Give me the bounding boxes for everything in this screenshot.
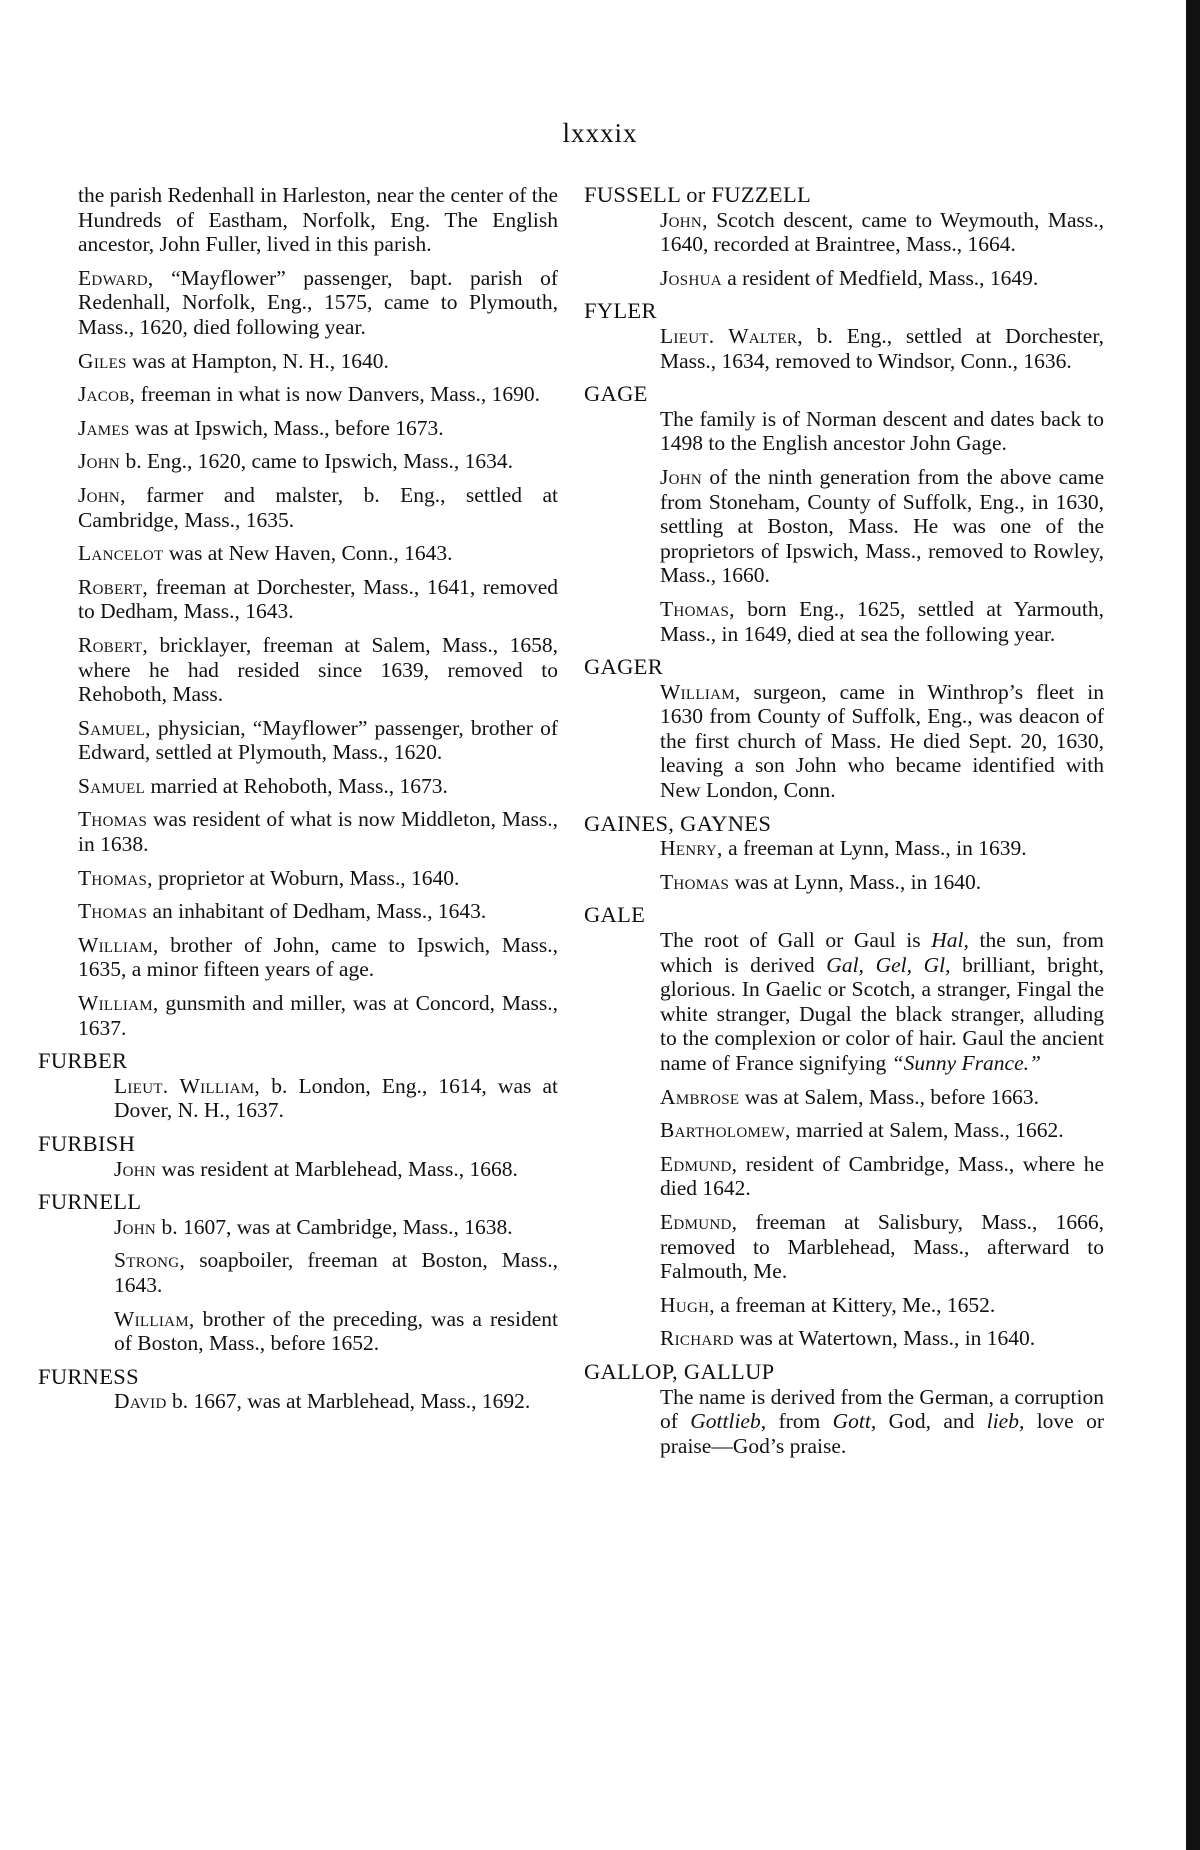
family-furber [38,1049,558,1123]
left-column [38,183,558,1423]
entry-text: freeman at Dorchester, Mass., 1641, removed to Dedham, Mass., 1643. [78,574,558,624]
surname-heading: FURBER [38,1048,128,1074]
entry-name: Thomas, [78,865,153,890]
entry-name: Edmund, [660,1209,738,1234]
entry-name: Thomas, [660,596,735,621]
entry-text: bricklayer, freeman at Salem, Mass., 1658, where he had resided since 1639, removed to Rehoboth, Mass. [78,632,558,707]
family-gaines [584,812,1104,895]
entry [584,597,1104,646]
family-gage [584,382,1104,646]
entry [38,1074,558,1123]
entry-text: freeman at Salisbury, Mass., 1666, removed to Marblehead, Mass., afterward to Falmouth, Me. [660,1209,1104,1284]
right-column [584,183,1104,1467]
entry-text: was at Watertown, Mass., in 1640. [733,1326,1036,1351]
entry-name: Hugh, [660,1292,715,1317]
surname-heading: FURNESS [38,1363,139,1389]
family-fyler [584,299,1104,373]
entry [584,324,1104,373]
entry-name: James [78,415,130,440]
surname-heading: FYLER [584,298,657,324]
entry [38,382,558,407]
entry-name: Henry, [660,836,723,861]
entry-name: John [114,1214,157,1239]
entry [38,866,558,891]
entry-text: of the ninth generation from the above came from Stoneham, County of Suffolk, Eng., in 1630, settling at Boston, Mass. He was one of the proprietors of Ipswich, Mass., removed to Rowley, Mass., 1660. [660,464,1104,588]
entry-name: William, [660,679,741,704]
entry-name: William, [78,932,159,957]
entry [584,266,1104,291]
entry-text: b. 1667, was at Marblehead, Mass., 1692. [166,1389,531,1414]
entry-text: was at Ipswich, Mass., before 1673. [129,415,444,440]
entry-name: Edmund, [660,1151,738,1176]
entry [38,349,558,374]
surname-heading: GALE [584,902,646,928]
entry-name: John, [660,207,708,232]
entry [38,899,558,924]
entry-name: Joshua [660,265,722,290]
entry [584,680,1104,803]
surname-heading: GALLOP, GALLUP [584,1358,775,1384]
entry-text: was resident of what is now Middleton, Mass., in 1638. [78,807,558,857]
entry-text: a freeman at Kittery, Me., 1652. [714,1292,996,1317]
entry-name: John [660,464,703,489]
entry-text: gunsmith and miller, was at Concord, Mass., 1637. [78,991,558,1040]
entry-name: Strong, [114,1248,186,1273]
entry-name: Bartholomew, [660,1118,791,1143]
surname-heading: FUSSELL or FUZZELL [584,182,812,207]
entry-text: soapboiler, freeman at Boston, Mass., 1643. [114,1248,558,1297]
entry-text: freeman in what is now Danvers, Mass., 1690. [135,382,541,407]
entry-name: Jacob, [78,382,136,407]
entry-name: John [114,1156,157,1181]
surname-heading: FURBISH [38,1131,136,1156]
entry-text: married at Rehoboth, Mass., 1673. [145,773,448,798]
family-gallop [584,1360,1104,1458]
entry-name: Lancelot [78,541,164,566]
entry [38,807,558,856]
entry [38,1389,558,1414]
entry-text: was resident at Marblehead, Mass., 1668. [156,1156,518,1181]
entry [584,1152,1104,1201]
entry-text: b. London, Eng., 1614, was at Dover, N. H., 1637. [114,1073,559,1123]
entry-text: a freeman at Lynn, Mass., in 1639. [722,836,1027,861]
entry-name: William, [114,1306,195,1331]
entry-text: physician, “Mayflower” passenger, brother of Edward, settled at Plymouth, Mass., 1620. [78,715,558,765]
entry [38,1157,558,1182]
entry-text: “Mayflower” passenger, bapt. parish of Redenhall, Norfolk, Eng., 1575, came to Plymouth, Mass., 1620, died following year. [78,265,558,339]
entry-name: John [78,449,121,474]
entry-name: Ambrose [660,1084,740,1109]
entry [584,1326,1104,1351]
family-furnell [38,1190,558,1356]
surname-heading: FURNELL [38,1189,142,1215]
entry-text: was at Lynn, Mass., in 1640. [729,869,982,894]
entry-name: Thomas [660,869,730,894]
entry-text: was at New Haven, Conn., 1643. [163,541,453,566]
entry-name: Giles [78,348,127,373]
entry [38,575,558,624]
entry-text: Scotch descent, came to Weymouth, Mass., 1640, recorded at Braintree, Mass., 1664. [660,207,1104,257]
entry-text: resident of Cambridge, Mass., where he died 1642. [660,1151,1104,1201]
surname-heading: GAGE [584,381,648,407]
entry [38,541,558,566]
entry [38,633,558,707]
entry [38,991,558,1040]
entry-text: proprietor at Woburn, Mass., 1640. [152,865,460,890]
entry-name: John, [78,482,126,507]
entry [38,416,558,441]
entry [584,1085,1104,1110]
entry-text: a resident of Medfield, Mass., 1649. [721,265,1039,290]
entry [584,870,1104,895]
entry [584,1118,1104,1143]
entry-text: brother of the preceding, was a resident of Boston, Mass., before 1652. [114,1306,558,1356]
entry-text: an inhabitant of Dedham, Mass., 1643. [147,899,487,924]
entry-name: Thomas [78,899,148,924]
entry [584,465,1104,588]
family-gale [584,903,1104,1351]
entry-text: b. Eng., 1620, came to Ipswich, Mass., 1634. [120,449,513,474]
entry-name: Lieut. Walter, [660,323,803,348]
surname-heading: GAINES, GAYNES [584,810,772,836]
family-fussell [584,183,1104,290]
page-number: lxxxix [562,118,638,148]
family-furness [38,1365,558,1414]
entry [584,208,1104,257]
family-intro: the parish Redenhall in Harleston, near the center of the Hundreds of Eastham, Norfolk, Eng. The English ancestor, John Fuller, lived in this parish. [78,183,558,257]
entry [38,1215,558,1240]
entry-text: was at Hampton, N. H., 1640. [126,348,389,373]
entry [584,1293,1104,1318]
entry-name: Samuel, [78,715,151,740]
surname-heading: GAGER [584,654,663,680]
fuller-continuation [38,183,558,1040]
family-gager [584,655,1104,803]
entry [584,1210,1104,1284]
entry-text: brother of John, came to Ipswich, Mass., 1635, a minor fifteen years of age. [78,932,558,982]
entry-name: Robert, [78,574,149,599]
entry-text: surgeon, came in Winthrop’s fleet in 1630 from County of Suffolk, Eng., was deacon of the first church of Mass. He died Sept. 20, 1630, leaving a son John who became identified with New London, Conn. [660,679,1104,803]
entry-name: Samuel [78,773,146,798]
entry-text: born Eng., 1625, settled at Yarmouth, Mass., in 1649, died at sea the following year. [660,596,1104,646]
entry-text: was at Salem, Mass., before 1663. [739,1084,1040,1109]
family-intro: The family is of Norman descent and dates back to 1498 to the English ancestor John Gage. [660,406,1104,456]
entry-name: Lieut. William, [114,1073,261,1098]
entry [38,449,558,474]
entry-text: married at Salem, Mass., 1662. [790,1118,1064,1143]
entry [38,774,558,799]
entry-name: Edward, [78,265,154,290]
entry [38,483,558,532]
family-intro: The name is derived from the German, a corruption of Gottlieb, from Gott, God, and lieb, love or praise—God’s praise. [660,1384,1104,1458]
entry-text: b. 1607, was at Cambridge, Mass., 1638. [156,1214,513,1239]
page-edge-bar [1186,0,1200,1850]
entry [38,933,558,982]
entry [38,1248,558,1297]
entry-name: Robert, [78,632,149,657]
entry-name: David [114,1389,167,1414]
entry [584,836,1104,861]
entry-name: Thomas [78,807,148,832]
family-intro: The root of Gall or Gaul is Hal, the sun, from which is derived Gal, Gel, Gl, brilliant, bright, glorious. In Gaelic or Scotch, a stranger, Fingal the white stranger, Dugal the black stranger, alluding to the complexion or color of hair. Gaul the ancient name of France signifying “Sunny France.” [660,928,1104,1075]
entry [38,716,558,765]
entry-text: b. Eng., settled at Dorchester, Mass., 1634, removed to Windsor, Conn., 1636. [660,323,1104,373]
entry-name: William, [78,991,159,1016]
entry [38,1307,558,1356]
entry-name: Richard [660,1326,734,1351]
entry [38,266,558,340]
entry-text: farmer and malster, b. Eng., settled at Cambridge, Mass., 1635. [78,482,558,532]
family-furbish [38,1132,558,1181]
